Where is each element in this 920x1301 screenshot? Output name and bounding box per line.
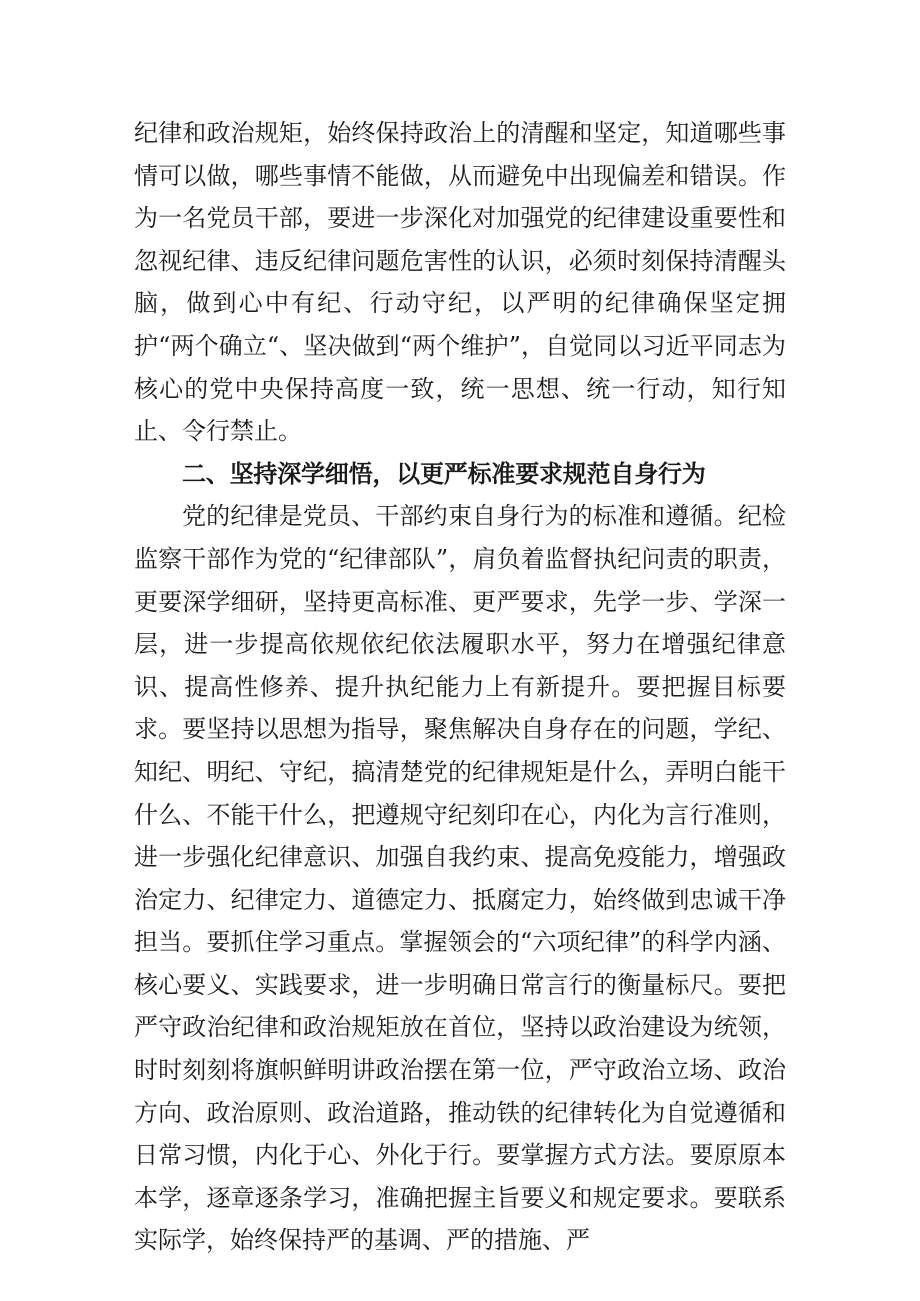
document-page: [134, 112, 786, 1262]
paragraph-continued: 纪律和政治规矩，始终保持政治上的清醒和坚定，知道哪些事情可以做，哪些事情不能做，从而避免中出现偏差和错误。作为一名党员干部，要进一步深化对加强党的纪律建设重要性和忽视纪律、违反纪律问题危害性的认识，必须时刻保持清醒头脑，做到心中有纪、行动守纪，以严明的纪律确保坚定拥护“两个确立“、坚决做到“两个维护”，自觉同以习近平同志为核心的党中央保持高度一致，统一思想、统一行动，知行知止、令行禁止。: [134, 119, 786, 446]
section-heading: 二、坚持深学细悟，以更严标准要求规范自身行为: [182, 459, 706, 488]
paragraph-body: 党的纪律是党员、干部约束自身行为的标准和遵循。纪检监察干部作为党的“纪律部队”，肩负着监督执纪问责的职责，更要深学细研，坚持更高标准、更严要求，先学一步、学深一层，进一步提高依规依纪依法履职水平，努力在增强纪律意识、提高性修养、提升执纪能力上有新提升。要把握目标要求。要坚持以思想为指导，聚焦解决自身存在的问题，学纪、知纪、明纪、守纪，搞清楚党的纪律规矩是什么，弄明白能干什么、不能干什么，把遵规守纪刻印在心，内化为言行准则，进一步强化纪律意识、加强自我约束、提高免疫能力，增强政治定力、纪律定力、道德定力、抵腐定力，始终做到忠诚干净担当。要抓住学习重点。掌握领会的“六项纪律”的科学内涵、核心要义、实践要求，进一步明确日常言行的衡量标尺。要把严守政治纪律和政治规矩放在首位，坚持以政治建设为统领，时时刻刻将旗帜鲜明讲政治摆在第一位，严守政治立场、政治方向、政治原则、政治道路，推动铁的纪律转化为自觉遵循和日常习惯，内化于心、外化于行。要掌握方式方法。要原原本本学，逐章逐条学习，准确把握主旨要义和规定要求。要联系实际学，始终保持严的基调、严的措施、严: [134, 502, 786, 1255]
